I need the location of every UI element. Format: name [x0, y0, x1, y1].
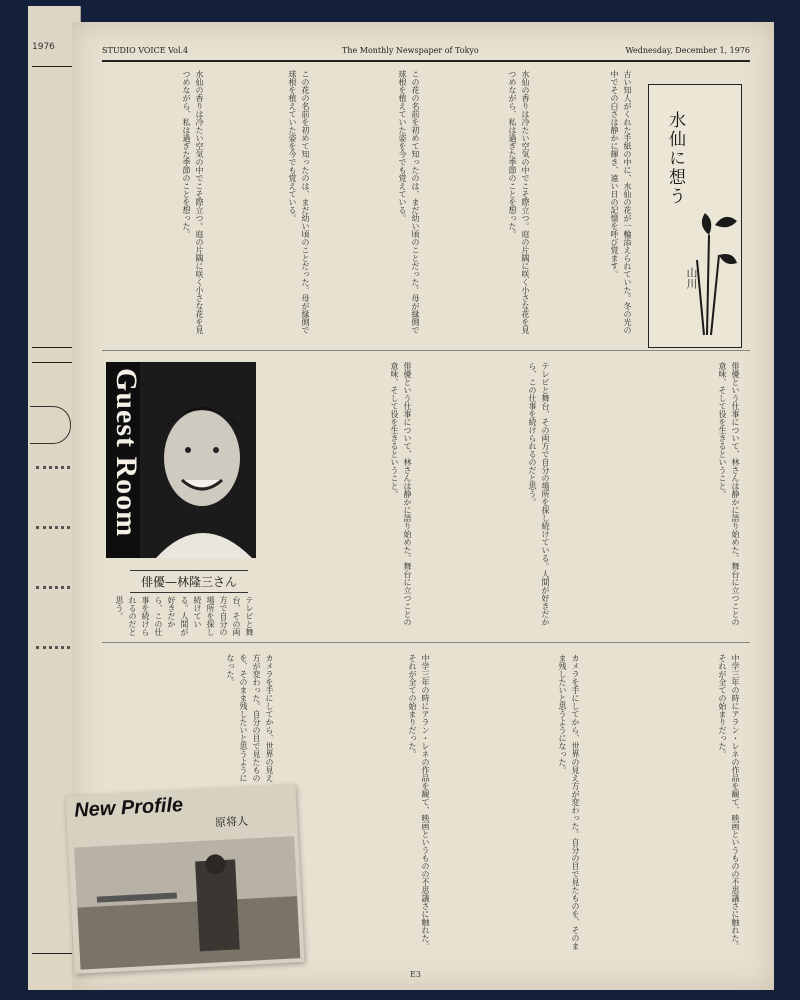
- left-page-text-line: [36, 526, 70, 531]
- masthead-date: Wednesday, December 1, 1976: [625, 46, 750, 55]
- narcissus-illustration: [649, 85, 741, 347]
- essay-text-column: 水仙の香りは冷たい空気の中でこそ際立つ。庭の片隅に咲く小さな花を見つめながら、私は過ぎた季節のことを想った。: [508, 70, 530, 334]
- left-page-speech-bubble: [30, 406, 71, 444]
- section-divider: [102, 642, 750, 643]
- new-profile-card: [65, 784, 304, 974]
- left-page-frame-top: [32, 66, 73, 348]
- essay-text-column: 水仙の香りは冷たい空気の中でこそ際立つ。庭の片隅に咲く小さな花を見つめながら、私は過ぎた季節のことを想った。: [182, 70, 204, 334]
- left-page-text-line: [36, 466, 70, 471]
- essay-text-column: この花の名前を初めて知ったのは、まだ幼い頃のことだった。母が縁側で球根を植えていた姿を今でも覚えている。: [398, 70, 420, 334]
- profile-text-column: 中学三年の時にアラン・レネの作品を観て、映画というものの不思議さに触れた。それが全ての始まりだった。: [718, 654, 740, 950]
- essay-title-box: [648, 84, 742, 348]
- new-profile-name: 原将人: [214, 814, 249, 830]
- new-profile-photo-scene: [74, 836, 300, 969]
- essay-title: 水仙に想う: [665, 111, 685, 206]
- left-page-year: 1976: [32, 42, 55, 52]
- interview-text-column: 俳優という仕事について、林さんは静かに語り始めた。舞台に立つことの意味、そして役を生きるということ。: [390, 362, 412, 626]
- interview-text-column: 俳優という仕事について、林さんは静かに語り始めた。舞台に立つことの意味、そして役を生きるということ。: [718, 362, 740, 626]
- guest-room-photo: [106, 362, 256, 558]
- interview-text-column: テレビと舞台、その両方で自分の場所を探し続けている。人間が好きだから、この仕事を続けられるのだと思う。: [528, 362, 550, 626]
- new-profile-title: New Profile: [73, 794, 184, 822]
- profile-text-column: カメラを手にしてから、世界の見え方が変わった。自分の目で見たものを、そのまま残したいと思うようになった。: [558, 654, 580, 950]
- left-page-text-line: [36, 646, 70, 651]
- new-profile-photo: [74, 836, 300, 969]
- masthead-publication: STUDIO VOICE Vol.4: [102, 46, 189, 55]
- essay-author: 山川: [685, 267, 698, 289]
- page-number: E3: [410, 970, 421, 979]
- newspaper-page: [72, 22, 774, 990]
- guest-room-caption: 俳優—林隆三さん: [130, 570, 248, 593]
- masthead: [102, 46, 750, 62]
- masthead-tagline: The Monthly Newspaper of Tokyo: [342, 46, 479, 55]
- interview-text-column: テレビと舞台、その両方で自分の場所を探し続けている。人間が好きだから、この仕事を続けられるのだと思う。: [115, 596, 254, 636]
- profile-text-column: カメラを手にしてから、世界の見え方が変わった。自分の目で見たものを、そのまま残したいと思うようになった。: [226, 654, 274, 782]
- profile-text-column: 中学三年の時にアラン・レネの作品を観て、映画というものの不思議さに触れた。それが全ての始まりだった。: [408, 654, 430, 950]
- guest-portrait: [106, 362, 256, 558]
- left-page-text-line: [36, 586, 70, 591]
- left-page-frame-bottom: [32, 362, 73, 954]
- essay-text-column: 古い知人がくれた手紙の中に、水仙の花が一輪添えられていた。冬の光の中でその白さは静かに輝き、遠い日の記憶を呼び覚ます。: [610, 70, 632, 334]
- essay-text-column: この花の名前を初めて知ったのは、まだ幼い頃のことだった。母が縁側で球根を植えていた姿を今でも覚えている。: [288, 70, 310, 334]
- guest-room-title: Guest Room: [110, 368, 143, 538]
- section-divider: [102, 350, 750, 351]
